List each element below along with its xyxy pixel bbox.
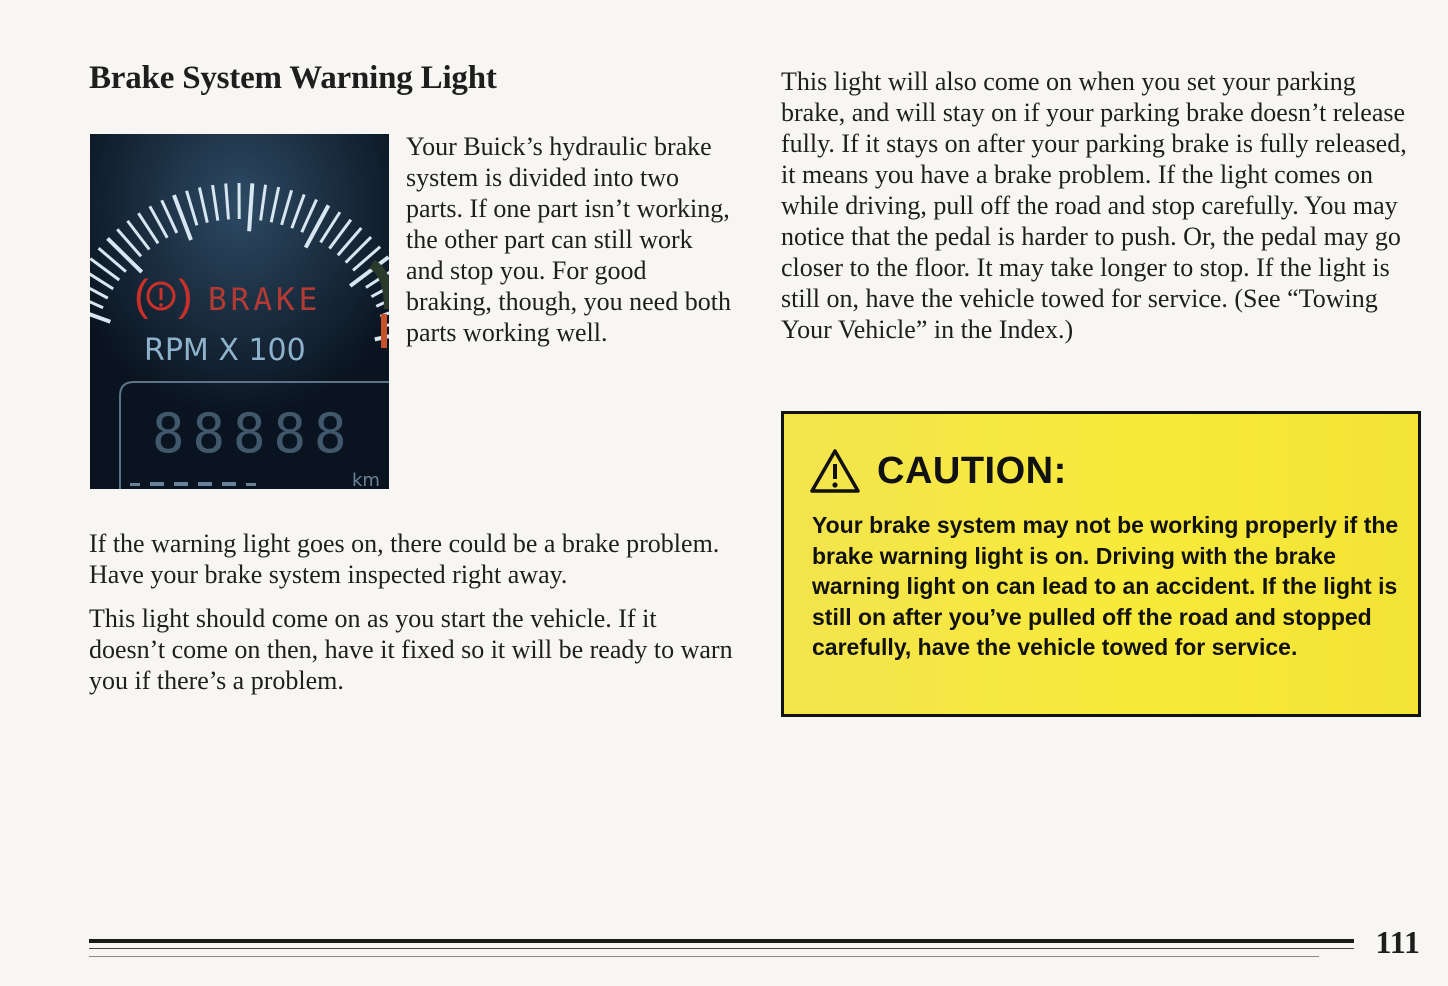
- odometer-digits: 88888: [152, 402, 355, 465]
- svg-text:): ): [178, 271, 193, 320]
- caution-box: [781, 411, 1421, 717]
- caution-header: [809, 448, 1067, 494]
- unit-label: km: [352, 470, 380, 489]
- instrument-cluster-photo: [90, 134, 389, 489]
- svg-text:(: (: [134, 271, 149, 320]
- intro-paragraph: Your Buick’s hydraulic brake system is divided into two parts. If one part isn’t working, the other part can still work and stop you. For good braking, though, you need both parts working well.: [406, 132, 731, 347]
- caution-text: Your brake system may not be working properly if the brake warning light is on. Driving with the brake warning light on can lead to an accident. If the light is still on after you’ve pulled off the road and stopped carefully, have the vehicle towed for service.: [812, 512, 1399, 660]
- parking-brake-paragraph: This light will also come on when you set your parking brake, and will stay on if your parking brake doesn’t release fully. If it stays on after your parking brake is fully released, it means you have a brake problem. If the light comes on while driving, pull off the road and stop carefully. You may notice that the pedal is harder to push. Or, the pedal may go closer to the floor. It may take longer to stop. If the light is still on, have the vehicle towed for service. (See “Towing Your Vehicle” in the Index.): [781, 67, 1407, 344]
- rpm-label: RPM X 100: [144, 333, 306, 368]
- footer-rule-thin: [89, 948, 1354, 949]
- footer-rule-hairline: [89, 956, 1319, 957]
- startup-paragraph: This light should come on as you start the vehicle. If it doesn’t come on then, have it fixed so it will be ready to warn you if there’s a problem.: [89, 604, 733, 695]
- section-heading: Brake System Warning Light: [89, 60, 497, 96]
- footer-rule: [89, 939, 1354, 943]
- caution-title: CAUTION:: [877, 449, 1067, 492]
- warning-triangle-icon: [809, 448, 861, 494]
- brake-label: BRAKE: [208, 282, 322, 318]
- warning-paragraph: If the warning light goes on, there could be a brake problem. Have your brake system inspected right away.: [89, 529, 720, 589]
- page-number: 111: [1375, 924, 1420, 960]
